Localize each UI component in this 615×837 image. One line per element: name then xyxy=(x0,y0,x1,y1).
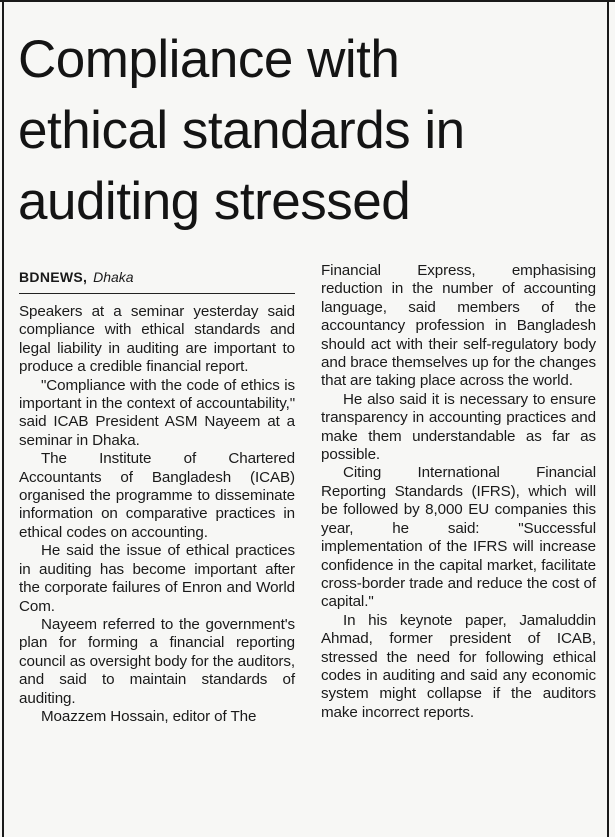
article-column-right xyxy=(321,262,596,722)
paragraph: "Compliance with the code of ethics is important in the context of accountability," said ICAB President ASM Nayeem at a seminar in Dhaka. xyxy=(19,376,295,449)
byline xyxy=(19,268,295,286)
paragraph: Moazzem Hossain, editor of The xyxy=(41,707,257,725)
article-column-left xyxy=(19,303,295,726)
frame-top-rule xyxy=(0,0,615,2)
paragraph: Citing International Financial Reporting Standards (IFRS), which will be followed by 8,000 EU companies this year, he said: "Successful implementation of the IFRS will increase confidence in the capital market, facilitate cross-border trade and reduce the cost of capital." xyxy=(321,464,596,611)
paragraph: In his keynote paper, Jamaluddin Ahmad, former president of ICAB, stressed the need for following ethical codes in auditing and said any economic system might collapse if the auditors make incorrect reports. xyxy=(321,611,596,721)
frame-right-rule xyxy=(607,0,609,837)
headline: Compliance with ethical standards in auditing stressed xyxy=(18,30,465,231)
paragraph: Nayeem referred to the government's plan for forming a financial reporting council as oversight body for the auditors, and said to maintain standards of auditing. xyxy=(19,615,295,707)
paragraph: The Institute of Chartered Accountants of Bangladesh (ICAB) organised the programme to disseminate information on comparative practices in ethical codes on accounting. xyxy=(19,450,295,541)
frame-left-rule xyxy=(2,0,4,837)
paragraph: He also said it is necessary to ensure transparency in accounting practices and make them understandable as far as possible. xyxy=(321,390,596,464)
byline-location: Dhaka xyxy=(93,269,134,285)
byline-rule xyxy=(19,293,295,294)
paragraph-continued: Financial Express, emphasising reduction in the number of accounting language, said members of the accountancy profession in Bangladesh should act with their self-regulatory body and brace themselves up for the changes that are taking place across the world. xyxy=(321,262,596,390)
paragraph-intro: Speakers at a seminar yesterday said compliance with ethical standards and legal liability in auditing are important to produce a credible financial report. xyxy=(19,303,295,376)
byline-agency: BDNEWS, xyxy=(19,269,88,285)
paragraph: He said the issue of ethical practices in auditing has become important after the corporate failures of Enron and World Com. xyxy=(19,542,295,615)
